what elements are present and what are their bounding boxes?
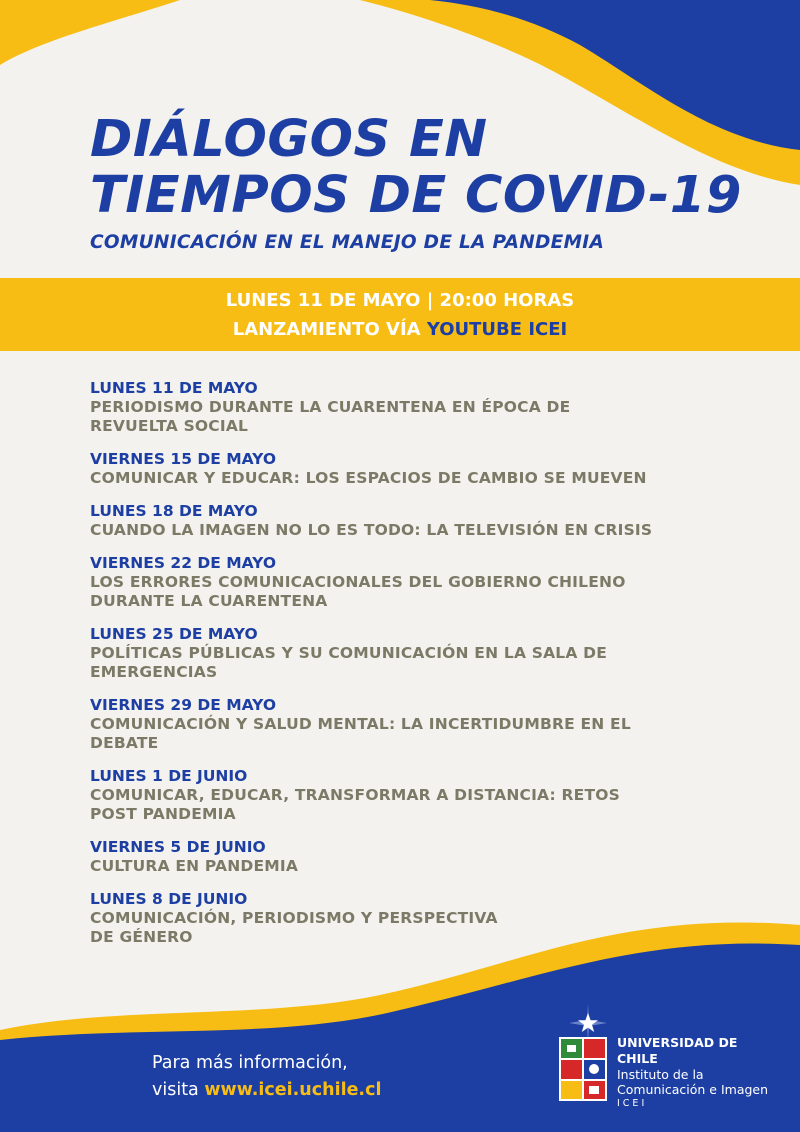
event-item <box>90 890 750 947</box>
event-title-line: CUANDO LA IMAGEN NO LO ES TODO: LA TELEVISIÓN EN CRISIS <box>90 521 653 539</box>
event-title-line: POST PANDEMIA <box>90 805 236 823</box>
top-left-yellow-wave <box>0 0 180 65</box>
event-title-line: COMUNICAR Y EDUCAR: LOS ESPACIOS DE CAMBIO SE MUEVEN <box>90 469 647 487</box>
event-title-line: COMUNICAR, EDUCAR, TRANSFORMAR A DISTANCIA: RETOS <box>90 786 620 804</box>
event-title-line: COMUNICACIÓN, PERIODISMO Y PERSPECTIVA <box>90 909 498 927</box>
event-item <box>90 838 750 876</box>
youtube-channel: YOUTUBE ICEI <box>426 319 568 340</box>
event-title-line: DE GÉNERO <box>90 928 193 946</box>
event-item <box>90 767 750 824</box>
event-item <box>90 696 750 753</box>
event-date: VIERNES 29 DE MAYO <box>90 696 277 714</box>
event-date: LUNES 11 DE MAYO <box>90 379 258 397</box>
launch-prefix: LANZAMIENTO VÍA <box>232 319 427 340</box>
title-line-1: DIÁLOGOS EN <box>90 110 488 169</box>
title-line-2: TIEMPOS DE COVID-19 <box>90 166 742 225</box>
event-date: VIERNES 15 DE MAYO <box>90 450 277 468</box>
event-item <box>90 502 750 540</box>
footer-visit-prefix: visita <box>152 1080 205 1100</box>
logo-university-name: UNIVERSIDAD DE CHILE <box>617 1035 738 1066</box>
event-item <box>90 450 750 488</box>
launch-date-time: LUNES 11 DE MAYO | 20:00 HORAS <box>225 290 575 311</box>
event-date: VIERNES 22 DE MAYO <box>90 554 277 572</box>
launch-platform <box>0 315 800 344</box>
event-title-line: POLÍTICAS PÚBLICAS Y SU COMUNICACIÓN EN LA SALA DE <box>90 644 608 662</box>
logo-text <box>617 1035 777 1109</box>
launch-banner <box>0 278 800 351</box>
event-title-line: COMUNICACIÓN Y SALUD MENTAL: LA INCERTIDUMBRE EN EL <box>90 715 631 733</box>
event-title-line: REVUELTA SOCIAL <box>90 417 249 435</box>
event-title-line: CULTURA EN PANDEMIA <box>90 857 299 875</box>
logo-abbreviation: ICEI <box>617 1098 648 1109</box>
website-link[interactable]: www.icei.uchile.cl <box>204 1080 382 1100</box>
event-title-line: DEBATE <box>90 734 159 752</box>
event-title-line: LOS ERRORES COMUNICACIONALES DEL GOBIERNO CHILENO <box>90 573 626 591</box>
title-block <box>90 112 770 253</box>
event-date: LUNES 18 DE MAYO <box>90 502 258 520</box>
event-date: LUNES 25 DE MAYO <box>90 625 258 643</box>
footer-info-line: Para más información, <box>152 1053 348 1073</box>
event-date: VIERNES 5 DE JUNIO <box>90 838 266 856</box>
event-title-line: PERIODISMO DURANTE LA CUARENTENA EN ÉPOCA DE <box>90 398 571 416</box>
event-date: LUNES 8 DE JUNIO <box>90 890 248 908</box>
event-item <box>90 554 750 611</box>
event-item <box>90 625 750 682</box>
logo-institute-line-1: Instituto de la <box>617 1067 704 1082</box>
university-shield-icon <box>557 1035 609 1105</box>
event-item <box>90 379 750 436</box>
event-schedule <box>90 379 750 961</box>
event-date: LUNES 1 DE JUNIO <box>90 767 248 785</box>
university-logo <box>555 995 775 1115</box>
subtitle: COMUNICACIÓN EN EL MANEJO DE LA PANDEMIA <box>90 232 605 253</box>
event-title-line: DURANTE LA CUARENTENA <box>90 592 328 610</box>
logo-institute-line-2: Comunicación e Imagen <box>617 1082 769 1097</box>
footer-visit-line <box>152 1077 381 1104</box>
event-title-line: EMERGENCIAS <box>90 663 218 681</box>
footer-info <box>152 1050 381 1104</box>
